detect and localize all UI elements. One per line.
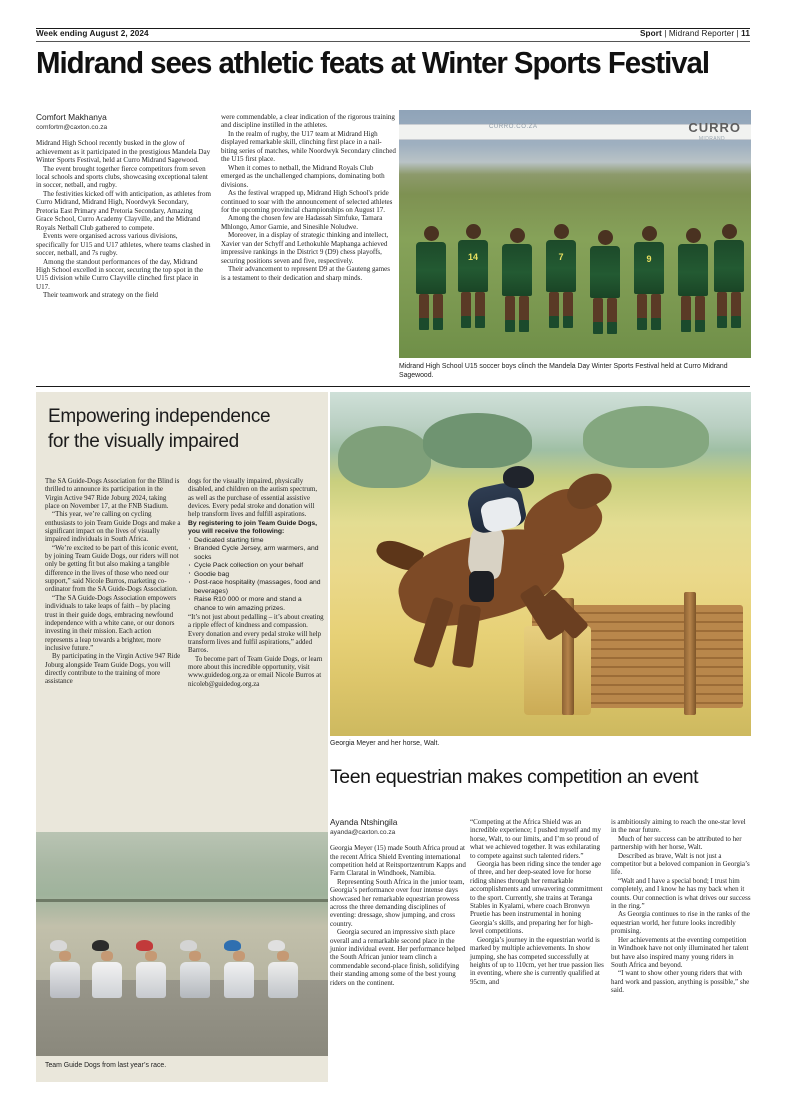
player-figure xyxy=(499,228,535,332)
paragraph: Much of her success can be attributed to her partnership with her horse, Walt. xyxy=(611,834,742,852)
list-item: · Raise R10 000 or more and stand a chance to win amazing prizes. xyxy=(188,596,324,613)
article3-col1-text xyxy=(330,844,466,987)
sep-1: | xyxy=(661,29,669,38)
article2-headline-line1: Empowering independence xyxy=(48,406,271,427)
article3-photo-caption: Georgia Meyer and her horse, Walt. xyxy=(330,740,440,747)
paragraph: When it comes to netball, the Midrand Royals Club emerged as the unchallenged champions, dominating both divisions. xyxy=(221,163,385,189)
photo-bush xyxy=(583,406,709,468)
paragraph: Georgia has been riding since the tender age of three, and her deep-seated love for horse riding shines through her remarkable accomplishments and unwavering commitment to the sport. Currently, she trains at Teranga Stables in Kyalami, where coach Bronwyn Pruetie has been instrumental in honing Georgia’s skills, and preparing her for high-level competitions. xyxy=(470,860,603,936)
article1-column-2 xyxy=(221,113,396,282)
issue-date: Week ending August 2, 2024 xyxy=(36,29,149,38)
photo-soccer-illustration xyxy=(399,110,751,358)
rider-boot xyxy=(469,571,494,602)
section-label: Sport xyxy=(639,29,662,38)
paragraph: As the festival wrapped up, Midrand High School's pride continued to soar with the announcement of selected athletes for the upcoming provincial championships on August 17. xyxy=(221,189,393,214)
article2-photo-caption: Team Guide Dogs from last year’s race. xyxy=(45,1062,167,1069)
publication-name: Midrand Reporter xyxy=(668,29,735,38)
article2-col1-text xyxy=(45,477,181,686)
player-figure xyxy=(455,224,491,328)
article2-headline xyxy=(48,404,320,454)
paragraph: As Georgia continues to rise in the ranks of the equestrian world, her future looks incredibly promising. xyxy=(611,910,750,936)
paragraph: “It’s not just about pedalling – it’s about creating a ripple effect of kindness and compassion. Every donation and every pedal stroke will help transform lives and fulfil aspirations,” added Barros. xyxy=(188,613,324,655)
masthead-bottom-rule xyxy=(36,41,750,42)
article1-byline xyxy=(36,113,211,132)
photo-straw-bale xyxy=(524,626,591,715)
paragraph: By participating in the Virgin Active 947 Ride Joburg alongside Team Guide Dogs, you will directly contribute to the training of more assistance xyxy=(45,652,181,686)
paragraph: The event brought together fierce competitors from seven local schools and sports clubs, showcasing exceptional talent in soccer, netball, and rugby. xyxy=(36,164,208,190)
article2-column-2 xyxy=(188,477,324,688)
list-item: · Goodie bag xyxy=(188,571,324,580)
article2-registration-subhead: By registering to join Team Guide Dogs, you will receive the following: xyxy=(188,519,318,536)
paragraph: Georgia Meyer (15) made South Africa proud at the recent Africa Shield Eventing international competition held at Reitsportzentrum Kapps and Farm Claratal in Windhoek, Namibia. xyxy=(330,844,466,878)
player-figure xyxy=(413,226,449,330)
paragraph: The SA Guide-Dogs Association for the Blind is thrilled to announce its participation in the Virgin Active 947 Ride Joburg 2024, taking place on November 17, at the FNB Stadium. xyxy=(45,477,180,511)
paragraph: Midrand High School recently busked in the glow of achievement as it participated in the prestigious Mandela Day Winter Sports Festival, held at Curro Midrand Sagewood. xyxy=(36,139,211,165)
list-item: · Dedicated starting time xyxy=(188,537,324,546)
photo-bush xyxy=(423,413,532,468)
paragraph: Among the standout performances of the day, Midrand High School excelled in soccer, securing the top spot in the U15 division while Curro Clayville clinched first place in U17. xyxy=(36,257,204,291)
photo-horse-illustration xyxy=(330,392,751,736)
article3-author-email: ayanda@caxton.co.za xyxy=(330,828,396,836)
article3-col3-text xyxy=(611,818,751,995)
paragraph: Moreover, in a display of strategic thinking and intellect, Xavier van der Schyff and Lethokuhle Maphanga achieved impressive rankings in the District 9 (D9) chess playoffs, securing positions seven and five, respectively. xyxy=(221,231,389,265)
paragraph: is ambitiously aiming to reach the one-star level in the near future. xyxy=(611,818,746,835)
paragraph: “The SA Guide-Dogs Association empowers individuals to take leaps of faith – by placing trust in their guide dogs, embracing newfound independence with a white cane, or our donors investing in their mission. Each action represents a leap towards a brighter, more inclusive future.” xyxy=(45,593,177,652)
article1-headline: Midrand sees athletic feats at Winter Sports Festival xyxy=(36,46,709,80)
masthead xyxy=(36,28,750,42)
article3-column-3 xyxy=(611,818,751,995)
page-number: 11 xyxy=(741,29,750,38)
article2-col2-after xyxy=(188,613,324,688)
article3-col2-text xyxy=(470,818,606,986)
paragraph: Described as brave, Walt is not just a competitor but a beloved companion in Georgia’s life. xyxy=(611,851,750,877)
paragraph: “We’re excited to be part of this iconic event, by joining Team Guide Dogs, our riders will not only be getting fit but also making a tangible difference in the lives of those who need our support,” said Nicole Burros, marketing co-ordinator from the SA Guide-Dogs Association. xyxy=(45,543,179,594)
paragraph: Their teamwork and strategy on the field xyxy=(43,291,159,300)
paragraph: In the realm of rugby, the U17 team at Midrand High displayed remarkable skill, clinching first place in a nail-biting series of matches, while Noordwyk Secondary clinched the U15 first place. xyxy=(221,129,396,164)
photo-banner-url: CURRO.CO.ZA xyxy=(489,124,538,130)
article1-author: Comfort Makhanya xyxy=(36,112,107,122)
article1-column-1 xyxy=(36,113,211,300)
article3-headline: Teen equestrian makes competition an event xyxy=(330,766,699,788)
paragraph: Georgia’s journey in the equestrian world is marked by multiple achievements. In show jumping, she has competed successfully at heights of up to 110cm, yet her true passion lies in eventing, where she is currently qualified at 95cm, and xyxy=(470,935,604,986)
player-figure xyxy=(587,230,623,334)
paragraph: “This year, we’re calling on cycling enthusiasts to join Team Guide Dogs and make a significant impact on the lives of visually impaired individuals in South Africa. xyxy=(45,510,181,544)
list-item: · Cycle Pack collection on your behalf xyxy=(188,562,324,571)
photo-cyclists-illustration xyxy=(36,832,328,1056)
player-jersey-number: 9 xyxy=(646,254,652,264)
paragraph: The festivities kicked off with anticipation, as athletes from Curro Midrand, Midrand High, Noordwyk Secondary, Pretoria East Primary and Pretoria Secondary, Amazing Grace School, Curro Academy Clayville, and the Midrand Royals Netball Club gathered to compete. xyxy=(36,189,211,232)
article3-column-2 xyxy=(470,818,606,986)
rider-helmet xyxy=(503,466,535,488)
paragraph: “Walt and I have a special bond; I trust him completely, and I know he has my back when it counts. Our connection is what drives our success in the ring.” xyxy=(611,876,751,911)
paragraph: Their advancement to represent D9 at the Gauteng games is a testament to their dedication and sharp minds. xyxy=(221,265,391,282)
player-jersey-number: 7 xyxy=(558,252,564,262)
paragraph: dogs for the visually impaired, physically disabled, and children on the autism spectrum, as well as the purchase of essential assistive devices. Every pedal stroke and donation will help transform lives and fulfill aspirations. xyxy=(188,477,318,519)
player-figure xyxy=(543,224,579,328)
section-divider xyxy=(36,386,750,387)
list-item: · Post-race hospitality (massages, food and beverages) xyxy=(188,579,324,596)
article1-author-email: comfortm@caxton.co.za xyxy=(36,123,108,131)
photo-fence-line xyxy=(36,899,328,902)
article3-photo-equestrian xyxy=(330,392,751,736)
photo-fence-post xyxy=(684,592,696,716)
photo-brand-text: CURRO xyxy=(688,120,741,135)
player-figure xyxy=(711,224,747,328)
article1-photo-soccer-team xyxy=(399,110,751,358)
article3-byline xyxy=(330,818,466,837)
player-jersey-number: 14 xyxy=(467,252,478,262)
photo-bush xyxy=(338,426,431,488)
article2-photo-cyclists xyxy=(36,832,328,1056)
paragraph: To become part of Team Guide Dogs, or learn more about this incredible opportunity, visit www.guidedog.org.za or email Nicole Burros at nicoleb@guidedog.org.za xyxy=(188,654,323,688)
paragraph: Events were organised across various divisions, specifically for U15 and U17 athletes, where teams clashed in soccer, netball, and 7s rugby. xyxy=(36,232,211,258)
photo-brand-subtext: MIDRAND xyxy=(698,136,725,142)
article2-headline-line2: for the visually impaired xyxy=(48,431,239,452)
paragraph: Among the chosen few are Hadassah Simfuke, Tamara Mhlongo, Amor Garnie, and Sinesihle Noludwe. xyxy=(221,214,383,231)
section-pagination xyxy=(640,29,750,38)
paragraph: Her achievements at the eventing competition in Windhoek have not only illuminated her talent but have also inspired many young riders in South Africa and beyond. xyxy=(611,935,749,969)
article3-column-1 xyxy=(330,818,466,987)
sep-2: | xyxy=(734,29,742,38)
masthead-row xyxy=(36,29,750,41)
player-figure xyxy=(631,226,667,330)
article3-author: Ayanda Ntshingila xyxy=(330,817,398,827)
article1-photo-caption: Midrand High School U15 soccer boys clinch the Mandela Day Winter Sports Festival held at Curro Midrand Sagewood. xyxy=(399,363,728,379)
article2-benefits-list xyxy=(188,537,324,614)
list-item: · Branded Cycle Jersey, arm warmers, and socks xyxy=(188,545,324,562)
article2-caption-band xyxy=(36,1056,328,1082)
article2-column-1 xyxy=(45,477,181,686)
article1-col2-text xyxy=(221,113,396,282)
paragraph: “I want to show other young riders that with hard work and passion, anything is possible,” she said. xyxy=(611,969,750,995)
article2-col2-intro xyxy=(188,477,324,519)
article1-col1-text xyxy=(36,139,211,300)
player-figure xyxy=(675,228,711,332)
paragraph: were commendable, a clear indication of the rigorous training and discipline instilled in the athletes. xyxy=(221,113,395,130)
paragraph: Georgia secured an impressive sixth place overall and a remarkable second place in the junior individual event. Her performance helped the South African junior team clinch a commendable second-place finish, solidifying their standing among some of the best young riders on the continent. xyxy=(330,928,466,987)
paragraph: “Competing at the Africa Shield was an incredible experience; I pushed myself and my horse, Walt, to our limits, and I’m so proud of what we achieved together. It was exhilarating to compete against such talented riders.” xyxy=(470,818,602,860)
paragraph: Representing South Africa in the junior team, Georgia’s performance over four intense days showcased her remarkable equestrian prowess across the three demanding disciplines of eventing: dressage, show jumping, and cross country. xyxy=(330,877,465,928)
